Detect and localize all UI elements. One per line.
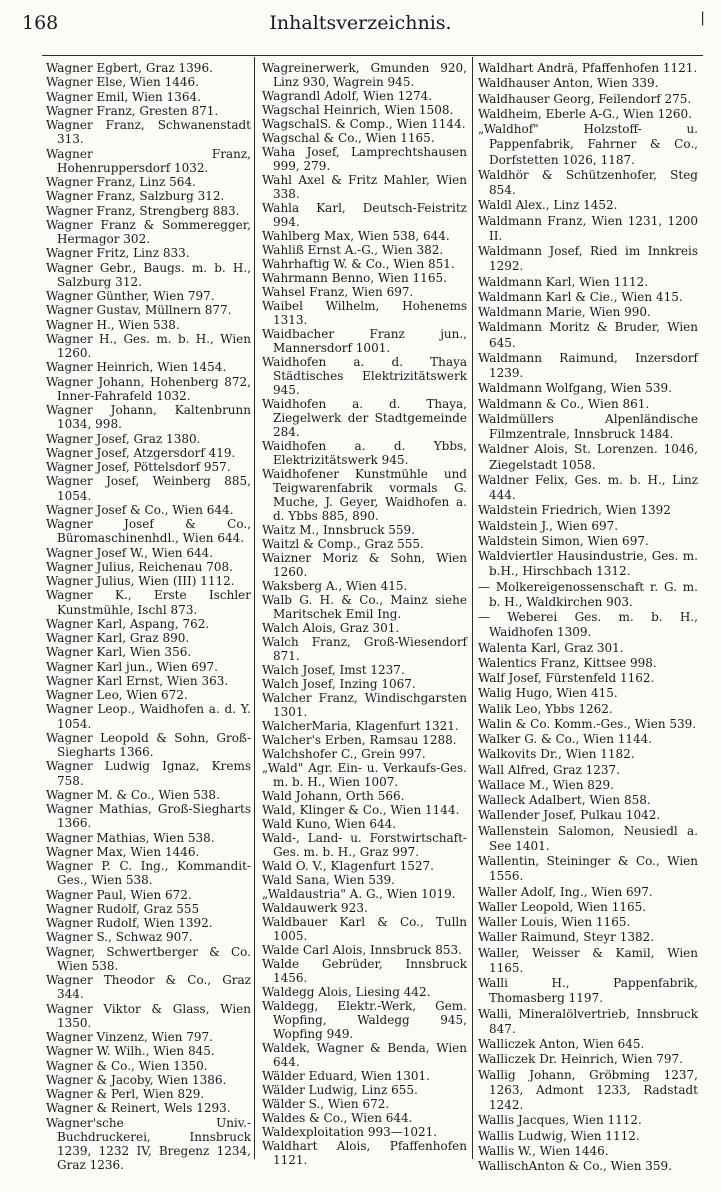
index-entry: Wagner Paul, Wien 672. [46,887,192,902]
index-entry: Waldbauer Karl & Co., Tulln 1005. [262,915,467,943]
index-column-2 [262,61,467,1167]
index-entry: WalcherMaria, Klagenfurt 1321. [262,719,459,733]
index-entry: Wagreinerwerk, Gmunden 920, Linz 930, Wagrein 945. [262,61,467,89]
index-entry: Wagschal & Co., Wien 1165. [262,131,435,145]
index-entry: Waldmann Josef, Ried im Innkreis 1292. [478,244,698,274]
index-entry: Walentics Franz, Kittsee 998. [478,655,657,670]
index-entry: Wagner Julius, Reichenau 708. [46,559,233,574]
index-entry: Waldmann Marie, Wien 990. [478,305,651,319]
index-entry: Walliczek Dr. Heinrich, Wien 797. [478,1052,683,1067]
index-entry: Wald O. V., Klagenfurt 1527. [262,859,434,873]
index-entry: Wagner Gustav, Müllnern 877. [46,303,232,318]
index-entry: Wagner Julius, Wien (III) 1112. [46,574,235,588]
index-entry: Waidhofen a. d. Thaya, Ziegelwerk der Stadtgemeinde 284. [262,397,467,439]
index-entry: Waizner Moriz & Sohn, Wien 1260. [262,551,467,579]
page-mark: | [700,10,705,26]
index-entry: Waldhauser Anton, Wien 339. [478,76,659,91]
index-entry: Wallender Josef, Pulkau 1042. [478,808,661,823]
index-entry: Wald Kuno, Wien 644. [262,817,397,831]
index-entry: Walkovits Dr., Wien 1182. [478,747,635,762]
index-entry: Wagner K., Erste Ischler Kunstmühle, Ischl 873. [46,588,251,617]
index-entry: Waldek, Wagner & Benda, Wien 644. [262,1041,467,1069]
index-entry: Wagner Vinzenz, Wien 797. [46,1030,213,1044]
index-entry: Wagner Emil, Wien 1364. [46,89,201,104]
index-entry: Wagner Theodor & Co., Graz 344. [46,973,251,1002]
index-entry: Wagner Egbert, Graz 1396. [46,61,213,75]
index-entry: „Wald" Agr. Ein- u. Verkaufs-Ges. m. b. H., Wien 1007. [262,761,467,789]
index-entry: Waldmann Karl & Cie., Wien 415. [478,289,683,304]
index-entry: Wagner Josef, Pöttelsdorf 957. [46,460,231,474]
index-entry: Wagner Franz, Hohenruppersdorf 1032. [46,146,251,175]
index-entry: Wagner & Perl, Wien 829. [46,1087,205,1101]
index-entry: Wagner Josef & Co., Wien 644. [46,502,234,517]
index-entry: Waller Louis, Wien 1165. [478,915,631,929]
index-entry: Waldhart Andrä, Pfaffenhofen 1121. [478,61,698,75]
index-entry: Walik Leo, Ybbs 1262. [478,701,613,716]
index-entry: Walchshofer C., Grein 997. [262,747,426,761]
index-entry: Wald Johann, Orth 566. [262,789,405,803]
index-entry: Waldl Alex., Linz 1452. [478,198,618,213]
index-entry: Wagner W. Wilh., Wien 845. [46,1044,215,1059]
index-entry: Waldmüllers Alpenländische Filmzentrale, Innsbruck 1484. [478,411,698,441]
page-title: Inhaltsverzeichnis. [269,12,452,34]
index-entry: Wälder S., Wien 672. [262,1097,390,1111]
column-divider [472,57,473,1159]
index-entry: Walli H., Pappenfabrik, Thomasberg 1197. [478,976,698,1006]
index-entry: Waldhart Alois, Pfaffenhofen 1121. [262,1139,467,1167]
index-entry: Wahla Karl, Deutsch-Feistritz 994. [262,201,467,229]
index-entry: Waldmann Moritz & Bruder, Wien 645. [478,320,698,350]
index-entry: Wahrhaftig W. & Co., Wien 851. [262,257,455,271]
index-entry: Waldstein J., Wien 697. [478,518,619,533]
index-entry: Waldstein Friedrich, Wien 1392 [478,503,671,518]
index-entry: Walch Franz, Groß-Wiesendorf 871. [262,635,467,663]
index-entry: Wahl Axel & Fritz Mahler, Wien 338. [262,173,467,201]
index-entry: Wagner, Schwertberger & Co. Wien 538. [46,944,251,973]
index-entry: Wälder Eduard, Wien 1301. [262,1069,430,1083]
index-entry: Wagner Gebr., Baugs. m. b. H., Salzburg 312. [46,260,251,289]
index-entry: Wagner Viktor & Glass, Wien 1350. [46,1001,251,1030]
index-entry: Wagner Josef & Co., Büromaschinenhdl., Wien 644. [46,517,251,546]
index-entry: Wagner H., Wien 538. [46,317,180,332]
index-entry: Waldstein Simon, Wien 697. [478,533,649,548]
index-entry: Wahliß Ernst A.-G., Wien 382. [262,243,444,257]
index-entry: Waibel Wilhelm, Hohenems 1313. [262,299,467,327]
index-entry: Waller Leopold, Wien 1165. [478,899,647,914]
index-entry: Wagner Leopold & Sohn, Groß-Siegharts 1366. [46,730,251,759]
index-entry: Wagner Ludwig Ignaz, Krems 758. [46,759,251,788]
index-entry: Wagner Mathias, Groß-Siegharts 1366. [46,802,251,831]
index-entry: Waldegg, Elektr.-Werk, Gem. Wopfing, Waldegg 945, Wopfing 949. [262,999,467,1041]
index-entry: Wagner Franz, Gresten 871. [46,103,219,118]
index-entry: Wagner Karl, Wien 356. [46,645,192,660]
index-entry: Waitzl & Comp., Graz 555. [262,537,424,551]
index-entry: Walleck Adalbert, Wien 858. [478,793,651,807]
index-column-3 [478,61,698,1174]
index-entry: Waitz M., Innsbruck 559. [262,523,415,537]
index-entry: WallischAnton & Co., Wien 359. [478,1159,673,1173]
index-entry: Walcher's Erben, Ramsau 1288. [262,733,457,747]
index-entry: Wagner S., Schwaz 907. [46,930,193,945]
index-entry: „Waldaustria" A. G., Wien 1019. [262,887,456,901]
index-entry: Waldmann Wolfgang, Wien 539. [478,381,672,396]
index-entry: Wallig Johann, Gröbming 1237, 1263, Admont 1233, Radstadt 1242. [478,1067,698,1112]
index-entry: Wagner Franz, Schwanenstadt 313. [46,118,251,147]
index-entry: Wallace M., Wien 829. [478,777,614,792]
index-entry: Wallis Jacques, Wien 1112. [478,1113,642,1128]
index-entry: Wagner Mathias, Wien 538. [46,830,215,845]
index-entry: Wagner H., Ges. m. b. H., Wien 1260. [46,331,251,360]
index-entry: Wallenstein Salomon, Neusiedl a. See 1401. [478,823,698,853]
index-entry: Walch Josef, Imst 1237. [262,663,405,677]
index-entry: Walch Josef, Inzing 1067. [262,677,416,691]
index-entry: Walch Alois, Graz 301. [262,621,400,635]
index-entry: Walker G. & Co., Wien 1144. [478,732,653,746]
index-entry: Wagner Josef W., Wien 644. [46,545,214,560]
index-entry: Wahlberg Max, Wien 538, 644. [262,229,450,243]
index-entry: Wald, Klinger & Co., Wien 1144. [262,803,460,817]
index-entry: Wagner & Jacoby, Wien 1386. [46,1072,227,1087]
index-entry: Wald-, Land- u. Forstwirtschaft-Ges. m. b. H., Graz 997. [262,831,467,859]
index-entry: Wagner Karl jun., Wien 697. [46,659,218,674]
index-entry: Wagner Franz, Salzburg 312. [46,189,225,204]
index-entry: Waller Raimund, Steyr 1382. [478,930,655,945]
index-entry: Wagner Josef, Graz 1380. [46,431,201,446]
index-entry: Wagner Karl Ernst, Wien 363. [46,673,229,688]
index-entry: Waidhofen a. d. Ybbs, Elektrizitätswerk 945. [262,439,467,467]
index-entry: Wagner & Reinert, Wels 1293. [46,1101,231,1116]
index-entry: Wagner Leop., Waidhofen a. d. Y. 1054. [46,702,251,731]
index-entry: Wagner Karl, Graz 890. [46,631,190,645]
index-entry: Wallis Ludwig, Wien 1112. [478,1128,640,1143]
index-entry: Waldheim, Eberle A-G., Wien 1260. [478,106,692,121]
index-entry: Waldner Alois, St. Lorenzen. 1046, Ziegelstadt 1058. [478,442,698,472]
index-entry: Waldhauser Georg, Feilendorf 275. [478,91,692,106]
index-entry: Walf Josef, Fürstenfeld 1162. [478,671,655,685]
column-divider [254,57,255,1159]
index-entry: Waldauwerk 923. [262,901,368,915]
index-entry: Wallentin, Steininger & Co., Wien 1556. [478,854,698,884]
index-entry: Waldviertler Hausindustrie, Ges. m. b.H., Hirschbach 1312. [478,549,698,579]
index-entry: Walig Hugo, Wien 415. [478,686,618,701]
index-entry: Wagner'sche Univ.-Buchdruckerei, Innsbruck 1239, 1232 IV, Bregenz 1234, Graz 1236. [46,1115,251,1173]
index-entry: Waidbacher Franz jun., Mannersdorf 1001. [262,327,467,355]
index-entry: Waldmann Franz, Wien 1231, 1200 II. [478,213,698,243]
index-entry: Waldmann Karl, Wien 1112. [478,274,649,289]
index-entry: Wagrandl Adolf, Wien 1274. [262,89,433,103]
index-entry: Wagner Max, Wien 1446. [46,844,200,859]
index-entry: „Waldhof" Holzstoff- u. Pappenfabrik, Fahrner & Co., Dorfstetten 1026, 1187. [478,122,698,167]
index-entry: Walcher Franz, Windischgarsten 1301. [262,691,467,719]
index-entry: Wagner Else, Wien 1446. [46,75,199,90]
index-entry: Walliczek Anton, Wien 645. [478,1037,645,1051]
index-entry: — Molkereigenossenschaft r. G. m. b. H., Waldkirchen 903. [478,579,698,609]
index-entry: Wagner Fritz, Linz 833. [46,246,190,261]
header-rule [42,55,703,56]
index-entry: Wagner & Co., Wien 1350. [46,1058,208,1073]
index-entry: Wagner Karl, Aspang, 762. [46,616,210,631]
index-entry: Wagner Heinrich, Wien 1454. [46,360,227,375]
index-entry: Wagner Rudolf, Wien 1392. [46,916,213,930]
index-entry: Wagner Franz, Strengberg 883. [46,203,240,218]
index-entry: Walb G. H. & Co., Mainz siehe Maritschek Emil Ing. [262,593,467,621]
index-entry: Walli, Mineralölvertrieb, Innsbruck 847. [478,1006,698,1036]
index-entry: Waldmann Raimund, Inzersdorf 1239. [478,350,698,380]
index-entry: Wagner Leo, Wien 672. [46,688,188,702]
index-entry: Wagner Johann, Hohenberg 872, Inner-Fahrafeld 1032. [46,374,251,403]
index-entry: Wagner Josef, Weinberg 885, 1054. [46,474,251,503]
index-entry: Waidhofen a. d. Thaya Städtisches Elektrizitätswerk 945. [262,355,467,397]
index-column-1 [46,61,251,1173]
index-entry: Wagner Franz & Sommeregger, Hermagor 302. [46,217,251,246]
index-entry: Walin & Co. Komm.-Ges., Wien 539. [478,716,697,731]
index-entry: Wagner Franz, Linz 564. [46,175,196,189]
index-entry: Wald Sana, Wien 539. [262,873,395,887]
index-entry: Wahsel Franz, Wien 697. [262,285,414,299]
page-number: 168 [22,12,59,34]
index-entry: Walenta Karl, Graz 301. [478,640,624,655]
index-entry: Wagner Rudolf, Graz 555 [46,901,200,916]
index-entry: WagschalS. & Comp., Wien 1144. [262,117,466,131]
index-entry: Wahrmann Benno, Wien 1165. [262,271,447,285]
index-entry: Wagner Günther, Wien 797. [46,289,215,303]
index-entry: Wagschal Heinrich, Wien 1508. [262,103,454,117]
index-entry: Waksberg A., Wien 415. [262,579,408,593]
index-entry: Waller, Weisser & Kamil, Wien 1165. [478,945,698,975]
index-entry: Waldner Felix, Ges. m. b. H., Linz 444. [478,472,698,502]
index-entry: Waller Adolf, Ing., Wien 697. [478,884,653,899]
index-entry: Waldmann & Co., Wien 861. [478,396,650,411]
index-entry: — Weberei Ges. m. b. H., Waidhofen 1309. [478,610,698,640]
index-entry: Wagner Josef, Atzgersdorf 419. [46,445,236,460]
index-entry: Waidhofener Kunstmühle und Teigwarenfabrik vormals G. Muche, J. Geyer, Waidhofen a. d. Ybbs 885, 890. [262,467,467,523]
index-entry: Wall Alfred, Graz 1237. [478,762,620,777]
index-entry: Waldes & Co., Wien 644. [262,1111,413,1125]
index-entry: Waldhör & Schützenhofer, Steg 854. [478,167,698,197]
index-entry: Waldexploitation 993—1021. [262,1125,438,1139]
index-entry: Wagner Johann, Kaltenbrunn 1034, 998. [46,403,251,432]
index-entry: Wagner M. & Co., Wien 538. [46,787,220,802]
index-entry: Waha Josef, Lamprechtshausen 999, 279. [262,145,467,173]
index-entry: Wallis W., Wien 1446. [478,1143,609,1158]
index-entry: Wagner P. C. Ing., Kommandit-Ges., Wien 538. [46,859,251,888]
index-entry: Walde Carl Alois, Innsbruck 853. [262,943,462,957]
index-entry: Walde Gebrüder, Innsbruck 1456. [262,957,467,985]
index-entry: Waldegg Alois, Liesing 442. [262,985,431,999]
index-entry: Wälder Ludwig, Linz 655. [262,1083,418,1097]
